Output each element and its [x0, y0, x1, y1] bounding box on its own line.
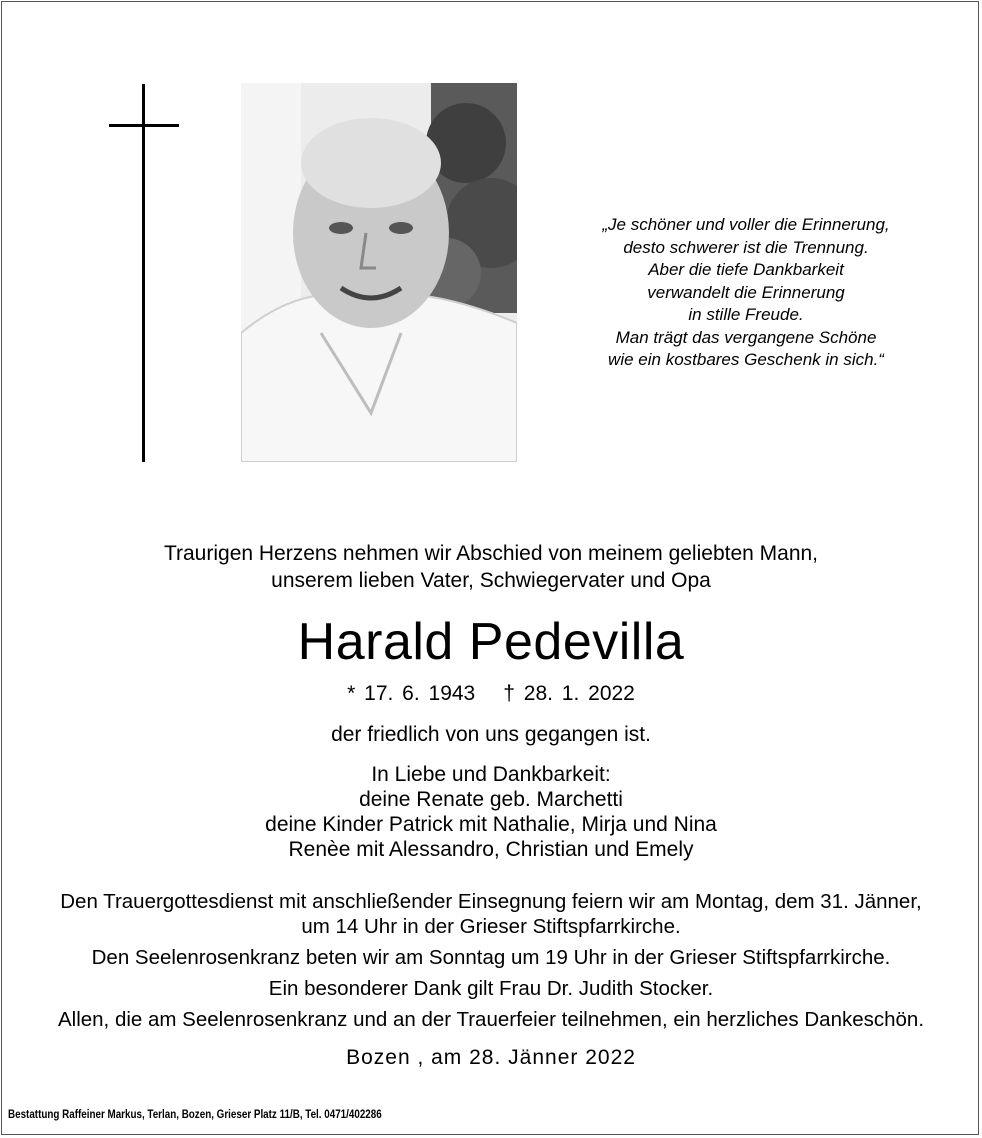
family-block — [0, 762, 982, 862]
service-line: Allen, die am Seelenrosenkranz und an der Trauerfeier teilnehmen, ein herzliches Dankeschön. — [57, 1008, 925, 1031]
funeral-home-footer: Bestattung Raffeiner Markus, Terlan, Bozen, Grieser Platz 11/B, Tel. 0471/402286 — [8, 1107, 382, 1121]
portrait-photo — [241, 83, 517, 462]
family-line: Renèe mit Alessandro, Christian und Emely — [288, 838, 694, 861]
cross-icon-bar — [109, 124, 179, 127]
service-line: um 14 Uhr in der Grieser Stiftspfarrkirche. — [301, 915, 681, 938]
intro-line: unserem lieben Vater, Schwiegervater und Opa — [271, 569, 711, 592]
passed-text: der friedlich von uns gegangen ist. — [331, 723, 651, 746]
family-heading: In Liebe und Dankbarkeit: — [371, 763, 611, 786]
intro-text — [0, 540, 982, 594]
deceased-name: Harald Pedevilla — [297, 613, 685, 671]
service-line: Ein besonderer Dank gilt Frau Dr. Judith Stocker. — [268, 977, 714, 1000]
intro-line: Traurigen Herzens nehmen wir Abschied von meinem geliebten Mann, — [163, 542, 819, 565]
service-line: Den Trauergottesdienst mit anschließender Einsegnung feiern wir am Montag, dem 31. Jänner, — [60, 890, 922, 913]
portrait-illustration — [241, 83, 517, 462]
quote-line: Man trägt das vergangene Schöne — [615, 327, 877, 347]
birth-date: * 17. 6. 1943 — [347, 682, 476, 705]
service-line: Den Seelenrosenkranz beten wir am Sonntag um 19 Uhr in der Grieser Stiftspfarrkirche. — [91, 946, 891, 969]
quote-line: in stille Freude. — [688, 305, 804, 324]
family-line: deine Renate geb. Marchetti — [359, 788, 623, 811]
family-line: deine Kinder Patrick mit Nathalie, Mirja und Nina — [265, 813, 717, 836]
life-dates — [0, 681, 982, 707]
memorial-quote — [560, 214, 932, 372]
quote-line: Aber die tiefe Dankbarkeit — [648, 260, 844, 279]
service-block — [0, 889, 982, 1032]
quote-line: wie ein kostbares Geschenk in sich.“ — [608, 350, 884, 369]
quote-line: verwandelt die Erinnerung — [647, 282, 845, 302]
place-date: Bozen , am 28. Jänner 2022 — [346, 1046, 636, 1069]
quote-line: „Je schöner und voller die Erinnerung, — [602, 215, 890, 234]
cross-icon — [142, 84, 145, 462]
death-date: † 28. 1. 2022 — [503, 682, 635, 705]
quote-line: desto schwerer ist die Trennung. — [623, 237, 869, 257]
